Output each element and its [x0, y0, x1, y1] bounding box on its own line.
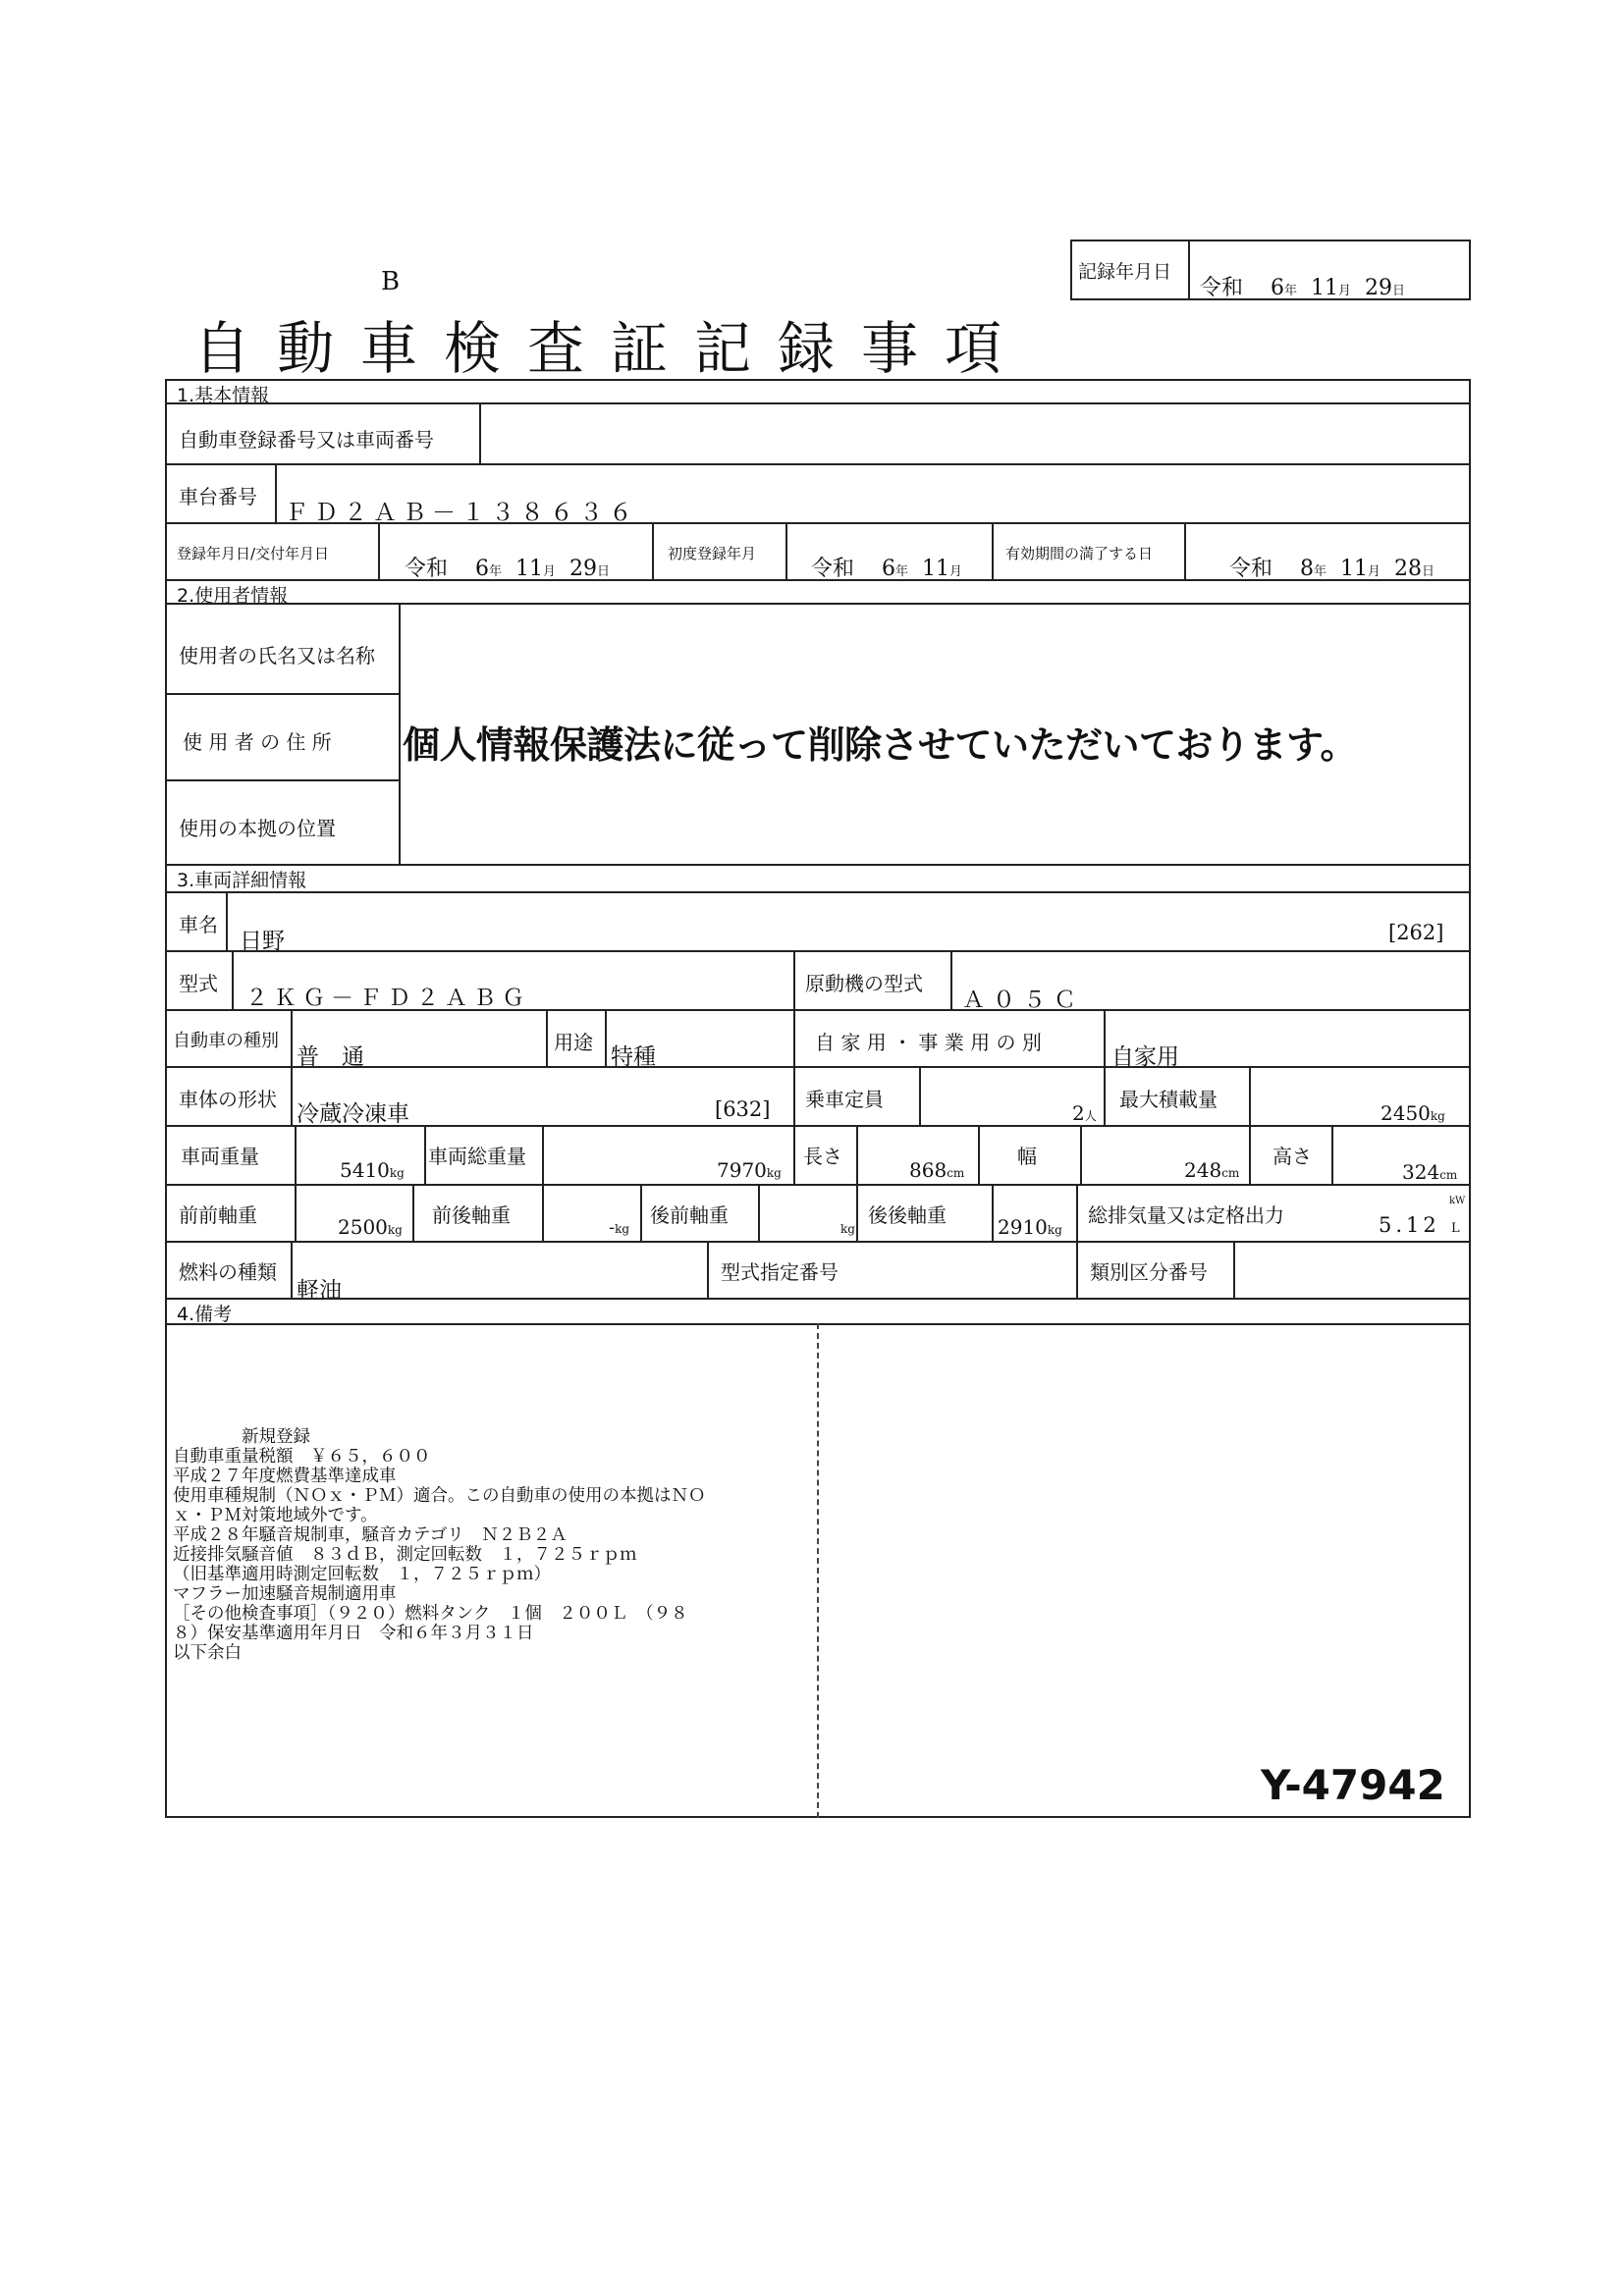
length-label: 長さ — [803, 1145, 842, 1168]
front-front-axle-label: 前前軸重 — [179, 1203, 257, 1227]
length-value: 868cm — [909, 1158, 965, 1182]
page-title: 自動車検査証記録事項 — [193, 315, 1029, 382]
remarks-line: ８）保安基準適用年月日 令和６年３月３１日 — [173, 1624, 534, 1643]
capacity-label: 乗車定員 — [805, 1088, 884, 1111]
category-label: 類別区分番号 — [1090, 1260, 1208, 1284]
rear-front-axle-value: kg — [840, 1222, 855, 1236]
body-code: [632] — [715, 1097, 771, 1121]
front-rear-axle-value: -kg — [609, 1217, 630, 1238]
displacement-unit: L — [1451, 1221, 1460, 1236]
reg-date-label: 登録年月日/交付年月日 — [177, 545, 330, 562]
chassis-value: ＦＤ２ＡＢ－１３８６３６ — [285, 499, 638, 526]
section-remarks-heading: 4.備考 — [177, 1304, 233, 1325]
max-load-label: 最大積載量 — [1119, 1088, 1218, 1111]
remarks-divider — [817, 1323, 819, 1818]
record-date: 令和 6年 11月 29日 — [1200, 276, 1406, 300]
remarks-line: 以下余白 — [173, 1643, 242, 1663]
reg-number-label: 自動車登録番号又は車両番号 — [179, 428, 434, 452]
base-location-label: 使用の本拠の位置 — [179, 817, 336, 840]
width-label: 幅 — [1017, 1145, 1037, 1168]
section-vehicle-heading: 3.車両詳細情報 — [177, 870, 307, 891]
first-reg-date: 令和 6年 11月 — [811, 557, 963, 581]
remarks-line: 自動車重量税額 ￥６５，６００ — [173, 1447, 431, 1467]
max-load-value: 2450kg — [1380, 1101, 1445, 1125]
section-basic-heading: 1.基本情報 — [177, 385, 270, 406]
doc-mark: B — [381, 267, 401, 296]
reg-date: 令和 6年 11月 29日 — [405, 557, 611, 581]
vehicle-weight-label: 車両重量 — [181, 1145, 259, 1168]
gross-weight-value: 7970kg — [717, 1158, 782, 1182]
rear-front-axle-label: 後前軸重 — [650, 1203, 729, 1227]
displacement-unit-alt: kW — [1449, 1196, 1466, 1206]
stock-number: Y-47942 — [1261, 1761, 1445, 1809]
remarks-line: 近接排気騒音値 ８３ｄＢ，測定回転数 １，７２５ｒｐｍ — [173, 1545, 637, 1565]
record-date-label: 記録年月日 — [1078, 261, 1172, 283]
vehicle-kind-value: 普 通 — [297, 1044, 364, 1070]
width-value: 248cm — [1184, 1158, 1240, 1182]
height-label: 高さ — [1272, 1145, 1312, 1168]
displacement-value: 5.12 — [1379, 1213, 1440, 1237]
private-value: 自家用 — [1111, 1044, 1179, 1070]
car-name-label: 車名 — [179, 913, 218, 936]
remarks-line: 平成２７年度燃費基準達成車 — [173, 1467, 397, 1486]
front-front-axle-value: 2500kg — [338, 1215, 403, 1239]
remarks-line: ｘ・ＰＭ対策地域外です。 — [173, 1506, 378, 1525]
front-rear-axle-label: 前後軸重 — [432, 1203, 511, 1227]
section-user-heading: 2.使用者情報 — [177, 585, 289, 607]
rear-rear-axle-value: 2910kg — [998, 1215, 1062, 1239]
remarks-line: ［その他検査事項］（９２０）燃料タンク １個 ２００Ｌ （９８ — [173, 1604, 688, 1624]
vehicle-weight-value: 5410kg — [340, 1158, 405, 1182]
height-value: 324cm — [1402, 1160, 1458, 1184]
capacity-value: 2人 — [1072, 1101, 1097, 1125]
user-address-label: 使 用 者 の 住 所 — [183, 730, 332, 754]
user-name-label: 使用者の氏名又は名称 — [179, 644, 375, 667]
remarks-line: 使用車種規制（ＮＯｘ・ＰＭ）適合。この自動車の使用の本拠はＮＯ — [173, 1486, 706, 1506]
expiry-label: 有効期間の満了する日 — [1005, 545, 1154, 562]
remarks-line: 新規登録 — [173, 1427, 310, 1447]
chassis-label: 車台番号 — [179, 485, 257, 508]
remarks-text — [173, 1427, 706, 1663]
remarks-line: （旧基準適用時測定回転数 １，７２５ｒｐｍ） — [173, 1565, 551, 1584]
remarks-line: マフラー加速騒音規制適用車 — [173, 1584, 397, 1604]
use-label: 用途 — [554, 1031, 593, 1054]
expiry-date: 令和 8年 11月 28日 — [1229, 557, 1435, 581]
model-label: 型式 — [179, 972, 218, 995]
engine-value: Ａ０５Ｃ — [962, 988, 1084, 1013]
use-value: 特種 — [611, 1044, 656, 1070]
privacy-notice: 個人情報保護法に従って削除させていただいております。 — [403, 723, 1357, 767]
fuel-value: 軽油 — [297, 1278, 342, 1304]
type-designation-label: 型式指定番号 — [721, 1260, 839, 1284]
private-label: 自 家 用 ・ 事 業 用 の 別 — [815, 1031, 1042, 1054]
car-name-code: [262] — [1388, 921, 1444, 944]
model-value: ２ＫＧ－ＦＤ２ＡＢＧ — [245, 986, 530, 1011]
first-reg-label: 初度登録年月 — [668, 545, 757, 562]
gross-weight-label: 車両総重量 — [428, 1145, 526, 1168]
fuel-label: 燃料の種類 — [179, 1260, 277, 1284]
displacement-label: 総排気量又は定格出力 — [1088, 1203, 1284, 1227]
body-label: 車体の形状 — [179, 1088, 277, 1111]
car-name-value: 日野 — [240, 929, 285, 954]
engine-label: 原動機の型式 — [805, 972, 923, 995]
remarks-line: 平成２８年騒音規制車，騒音カテゴリ Ｎ２Ｂ２Ａ — [173, 1525, 568, 1545]
body-value: 冷蔵冷凍車 — [297, 1101, 409, 1127]
rear-rear-axle-label: 後後軸重 — [868, 1203, 947, 1227]
vehicle-kind-label: 自動車の種別 — [173, 1031, 279, 1051]
